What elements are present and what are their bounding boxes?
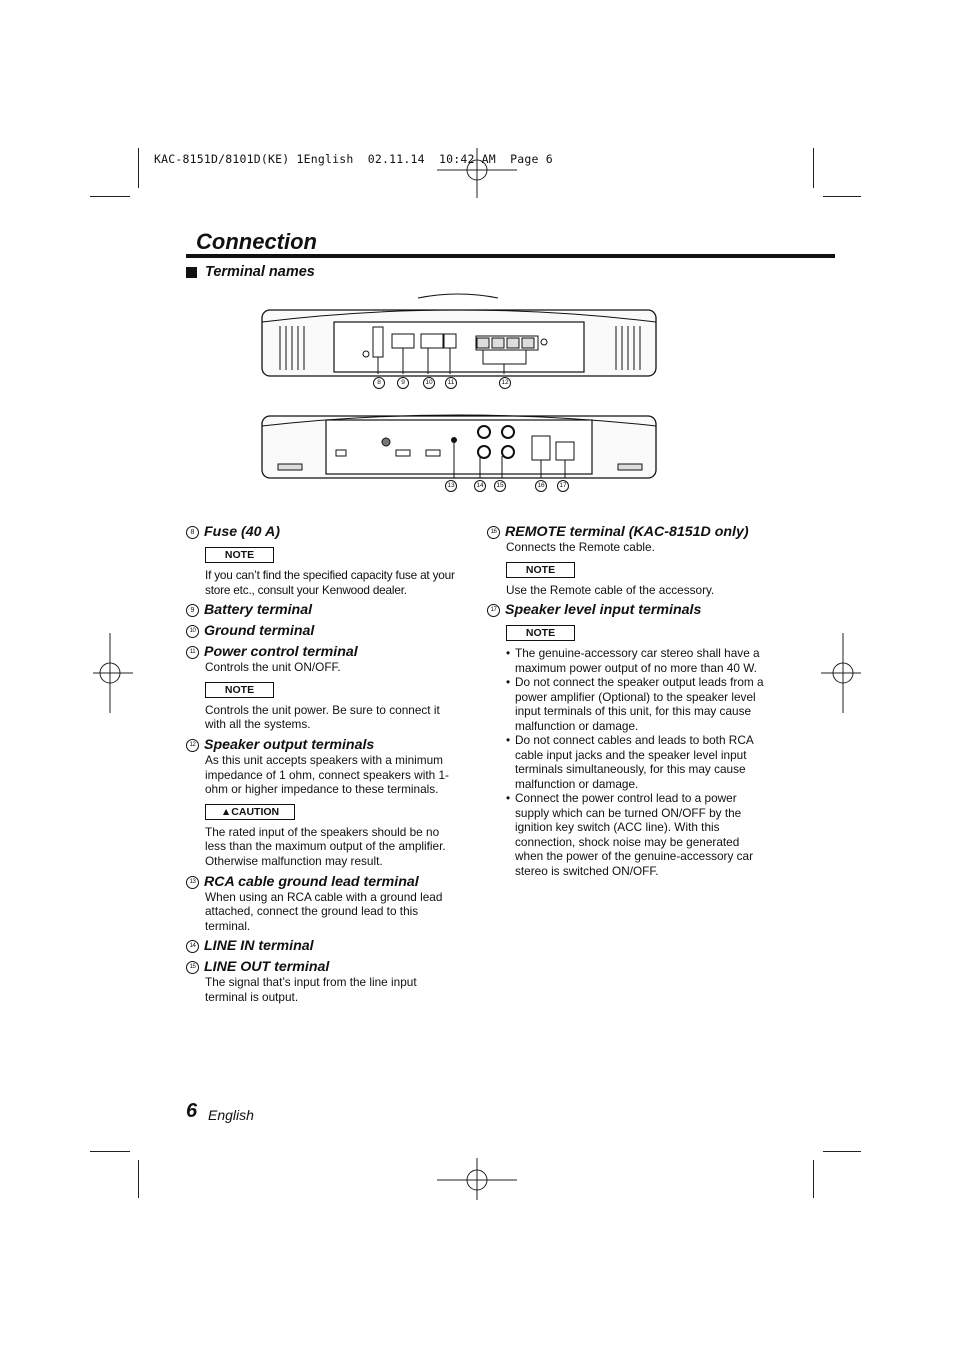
item-title: LINE OUT terminal — [204, 959, 330, 976]
item-line-out — [186, 960, 456, 975]
list-item: • Do not connect cables and leads to both RCA cable input jacks and the speaker level input terminals simultaneously, for this may cause malfunction or damage. — [506, 733, 767, 791]
note-label: NOTE — [205, 547, 274, 563]
caution-label — [205, 804, 295, 820]
left-column — [186, 525, 456, 1005]
item-number: 13 — [186, 876, 199, 889]
speaker-output-text: As this unit accepts speakers with a minimum impedance of 1 ohm, connect speakers with 1-ohm or higher impedance to these terminals. — [205, 752, 449, 797]
item-line-in — [186, 939, 456, 954]
registration-mark-bottom — [437, 1158, 517, 1200]
item-title: LINE IN terminal — [204, 938, 314, 955]
item-title: REMOTE terminal (KAC-8151D only) — [505, 524, 749, 540]
item-title: Speaker output terminals — [204, 736, 375, 753]
item-title: Ground terminal — [204, 623, 315, 640]
right-column — [487, 525, 767, 878]
crop-mark — [90, 196, 130, 197]
item-remote — [487, 525, 767, 540]
callout-9: 9 — [397, 377, 409, 389]
item-number: 14 — [186, 940, 199, 953]
item-number: 8 — [186, 526, 199, 539]
fuse-note: If you can’t find the specified capacity fuse at your store etc., consult your Kenwood dealer. — [205, 568, 455, 597]
item-battery — [186, 603, 456, 618]
list-item: • Do not connect the speaker output leads from a power amplifier (Optional) to the speaker level input terminals of this unit, for this may cause malfunction or damage. — [506, 675, 767, 733]
list-item: • Connect the power control lead to a power supply which can be turned ON/OFF by the ignition key switch (ACC line). With this connection, shock noise may be generated when the power of the genuine-accessory car stereo is switched ON/OFF. — [506, 791, 767, 878]
item-title: RCA cable ground lead terminal — [204, 873, 419, 890]
item-number: 11 — [186, 646, 199, 659]
callout-10: 10 — [423, 377, 435, 389]
print-header: KAC-8151D/8101D(KE) 1English 02.11.14 10:42 AM Page 6 — [154, 152, 553, 166]
power-text: Controls the unit ON/OFF. — [205, 660, 341, 675]
line-out-text: The signal that’s input from the line input terminal is output. — [205, 975, 417, 1004]
remote-text: Connects the Remote cable. — [506, 540, 655, 554]
item-ground — [186, 624, 456, 639]
callout-15: 15 — [494, 480, 506, 492]
caution-text: CAUTION — [231, 805, 280, 818]
item-number: 12 — [186, 739, 199, 752]
amplifier-illustration-front — [258, 292, 660, 382]
callout-14: 14 — [474, 480, 486, 492]
item-title: Battery terminal — [204, 602, 313, 619]
registration-mark-left — [93, 633, 133, 713]
callout-17: 17 — [557, 480, 569, 492]
crop-mark — [138, 1160, 139, 1198]
remote-note: Use the Remote cable of the accessory. — [506, 582, 715, 597]
warning-icon: ▲ — [220, 805, 232, 818]
crop-mark — [813, 1160, 814, 1198]
square-bullet-icon — [186, 267, 197, 278]
note-label: NOTE — [506, 625, 575, 641]
page-language: English — [208, 1107, 254, 1123]
crop-mark — [813, 148, 814, 188]
crop-mark — [90, 1151, 130, 1152]
item-speaker-output — [186, 738, 456, 753]
item-title: Power control terminal — [204, 644, 358, 661]
callout-12: 12 — [499, 377, 511, 389]
power-note: Controls the unit power. Be sure to connect it with all the systems. — [205, 702, 440, 732]
crop-mark — [823, 196, 861, 197]
callout-11: 11 — [445, 377, 457, 389]
list-item: • The genuine-accessory car stereo shall have a maximum power output of no more than 40 W. — [506, 646, 767, 675]
section-heading — [186, 264, 315, 280]
callout-8: 8 — [373, 377, 385, 389]
callout-16: 16 — [535, 480, 547, 492]
item-number: 17 — [487, 604, 500, 617]
registration-mark-right — [821, 633, 861, 713]
speaker-level-notes — [506, 646, 767, 878]
item-rca-ground — [186, 875, 456, 890]
item-number: 16 — [487, 526, 500, 539]
callout-13: 13 — [445, 480, 457, 492]
page-title: Connection — [196, 229, 317, 254]
title-rule — [186, 254, 835, 258]
item-title: Fuse (40 A) — [204, 524, 280, 540]
item-number: 9 — [186, 604, 199, 617]
crop-mark — [823, 1151, 861, 1152]
item-power — [186, 645, 456, 660]
item-title: Speaker level input terminals — [505, 602, 702, 619]
item-number: 15 — [186, 961, 199, 974]
rca-text: When using an RCA cable with a ground lead attached, connect the ground lead to this terminal. — [205, 889, 443, 933]
page-number: 6 — [186, 1100, 198, 1122]
item-fuse — [186, 525, 456, 540]
item-speaker-level-input — [487, 603, 767, 618]
note-label: NOTE — [506, 562, 575, 578]
section-heading-label: Terminal names — [205, 264, 315, 280]
amplifier-illustration-rear — [258, 404, 660, 484]
item-number: 10 — [186, 625, 199, 638]
crop-mark — [138, 148, 139, 188]
speaker-output-caution: The rated input of the speakers should be no less than the maximum output of the amplifier. Otherwise malfunction may result. — [205, 824, 446, 868]
note-label: NOTE — [205, 682, 274, 698]
